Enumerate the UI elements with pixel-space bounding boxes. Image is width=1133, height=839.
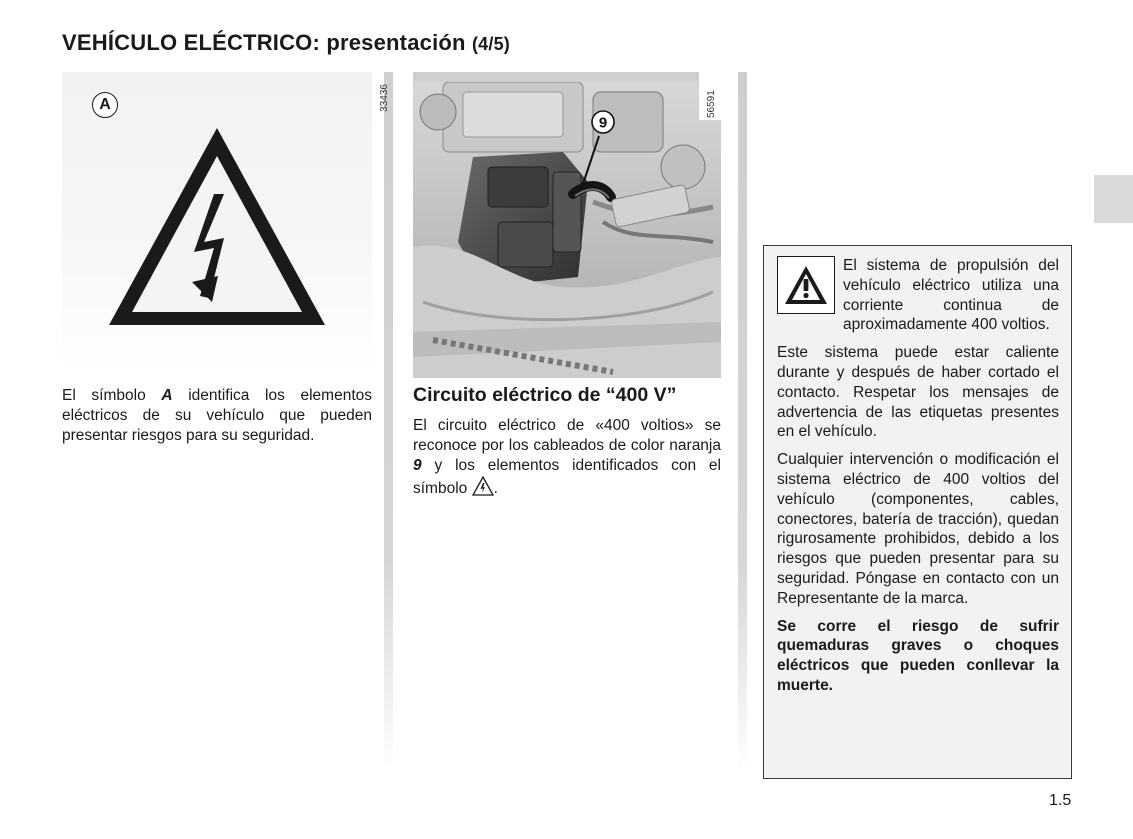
warning-triangle-icon (783, 264, 829, 306)
circuit-section-title: Circuito eléctrico de “400 V” (413, 384, 677, 406)
figure-a-description (62, 386, 372, 446)
warning-box (763, 245, 1072, 779)
chapter-side-tab (1094, 175, 1133, 223)
warning-paragraph-4: Se corre el riesgo de sufrir quemaduras graves o choques eléctricos que pueden conllevar la muerte. (777, 617, 1059, 694)
warning-paragraph-3: Cualquier intervención o modificación el sistema eléctrico de 400 voltios del vehículo (componentes, cables, conectores, batería de tracción), quedan rigurosamente prohibidos, debido a los riesgos que pueden presentar para su seguridad. Póngase en contacto con un Representante de la marca. (777, 451, 1059, 607)
circuit-text-after: y los elementos identificados con el símbolo (413, 457, 721, 497)
callout-9-label: 9 (598, 114, 608, 132)
high-voltage-warning-icon (106, 126, 328, 328)
page-number: 1.5 (1049, 792, 1072, 809)
column-divider-right (738, 72, 747, 772)
warning-paragraph-1: El sistema de propulsión del vehículo eléctrico utiliza una corriente continua de aproximadamente 400 voltios. (843, 257, 1059, 334)
figure-a-text-before: El símbolo (62, 387, 162, 404)
engine-bay-illustration (413, 72, 721, 378)
figure-a-symbol-ref: A (161, 387, 173, 404)
warning-paragraph-2: Este sistema puede estar caliente durante y después de haber cortado el contacto. Respetar los mensajes de advertencia de las etiquetas presentes en el vehículo. (777, 344, 1059, 441)
high-voltage-mini-icon (472, 476, 494, 496)
page-title-text: VEHÍCULO ELÉCTRICO: presentación (62, 30, 466, 55)
figure-a-text-after: identifica los elementos eléctricos de su vehículo que pueden presentar riesgos para su seguridad. (62, 387, 373, 444)
engine-bay-photo (413, 72, 721, 378)
page-title-part: (4/5) (471, 34, 510, 54)
figure-a (62, 72, 390, 372)
circuit-text-before: El circuito eléctrico de «400 voltios» se reconoce por los cableados de color naranja (413, 417, 721, 454)
column-divider-left (384, 72, 393, 772)
photo-ref-code: 56591 (706, 90, 717, 118)
warning-icon-frame (777, 256, 835, 314)
circuit-ref-9: 9 (413, 457, 422, 474)
figure-ref-code: 33436 (379, 84, 390, 112)
circuit-description (413, 416, 721, 499)
figure-label-a: A (92, 92, 118, 118)
page-title (62, 30, 510, 56)
circuit-text-end: . (493, 480, 498, 497)
